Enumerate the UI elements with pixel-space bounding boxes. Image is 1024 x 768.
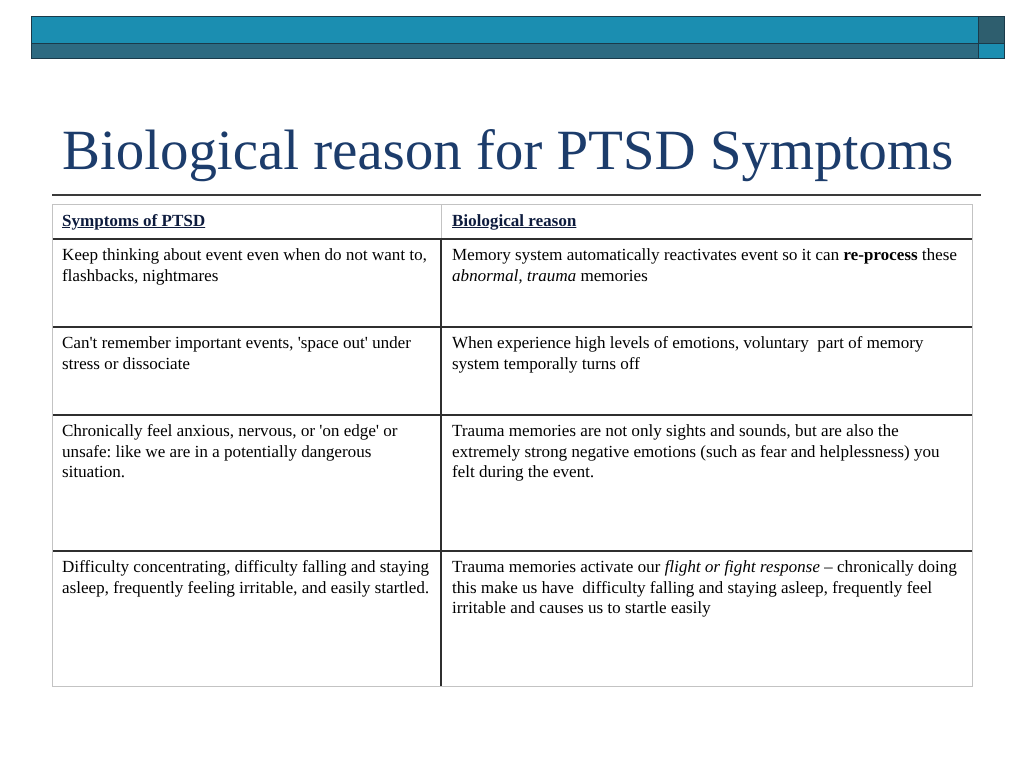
cell-text bbox=[452, 211, 962, 232]
reason-text-italic: abnormal, trauma bbox=[452, 265, 577, 285]
symptom-cell bbox=[53, 550, 442, 686]
symptom-cell bbox=[53, 414, 442, 550]
symptom-text: Keep thinking about event even when do not want to, flashbacks, nightmares bbox=[62, 245, 432, 285]
reason-cell bbox=[442, 326, 972, 414]
slide-title: Biological reason for PTSD Symptoms bbox=[62, 119, 954, 182]
symptom-text: Can't remember important events, 'space out' under stress or dissociate bbox=[62, 333, 416, 373]
reason-cell bbox=[442, 238, 972, 326]
table-header-label: Symptoms of PTSD bbox=[62, 211, 206, 230]
cell-text bbox=[62, 211, 435, 232]
reason-text-segment: Trauma memories are not only sights and sounds, but are also the extremely strong negative emotions (such as fear and helplessness) you felt during the event. bbox=[452, 421, 944, 481]
table-header-reason bbox=[442, 205, 972, 238]
symptoms-table bbox=[52, 204, 973, 687]
reason-cell bbox=[442, 550, 972, 686]
reason-text bbox=[452, 245, 962, 286]
symptom-text: Chronically feel anxious, nervous, or 'on edge' or unsafe: like we are in a potentially dangerous situation. bbox=[62, 421, 402, 481]
title-band-top-corner bbox=[979, 17, 1004, 43]
reason-text-segment: these bbox=[917, 245, 962, 264]
reason-text-segment: memories bbox=[576, 265, 648, 285]
title-divider-rule bbox=[52, 194, 981, 196]
reason-text-bold: re-process bbox=[843, 245, 918, 264]
table-header-symptoms bbox=[53, 205, 442, 238]
reason-text-segment: Memory system automatically reactivates event so it can bbox=[452, 245, 844, 264]
reason-text bbox=[452, 557, 962, 619]
symptom-text: Difficulty concentrating, difficulty falling and staying asleep, frequently feeling irritable, and easily startled. bbox=[62, 557, 434, 597]
reason-text bbox=[452, 421, 962, 483]
title-band-bottom-corner bbox=[979, 44, 1004, 58]
reason-cell bbox=[442, 414, 972, 550]
title-band-top-bar bbox=[32, 17, 978, 43]
reason-text bbox=[452, 333, 962, 374]
symptom-cell bbox=[53, 238, 442, 326]
reason-text-italic: flight or fight response bbox=[664, 557, 820, 576]
title-band-bottom-bar bbox=[32, 44, 978, 58]
reason-text-segment: When experience high levels of emotions, voluntary part of memory system temporally turns off bbox=[452, 333, 928, 373]
reason-text-segment: Trauma memories activate our bbox=[452, 557, 665, 576]
title-band bbox=[31, 16, 1005, 59]
symptom-cell bbox=[53, 326, 442, 414]
reason-text-segment: – chronically doing this make us have difficulty falling and staying asleep, frequently feel irritable and causes us to startle easily bbox=[452, 557, 962, 617]
table-header-label: Biological reason bbox=[452, 211, 577, 230]
